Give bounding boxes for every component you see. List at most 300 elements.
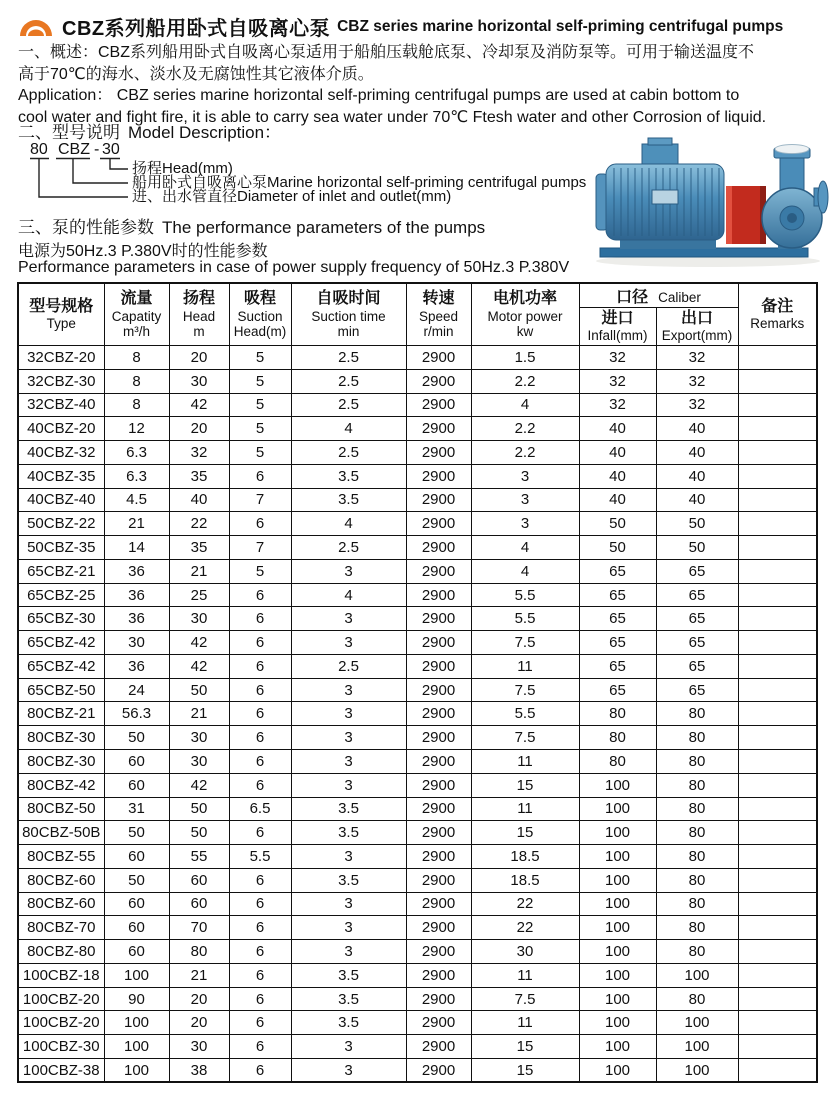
table-cell-infall: 65 <box>579 678 656 702</box>
table-cell-head: 20 <box>169 987 229 1011</box>
performance-heading <box>18 213 485 238</box>
table-cell-suction-time: 3.5 <box>291 797 406 821</box>
header-speed: 转速 Speed r/min <box>406 283 471 346</box>
header-remarks: 备注 Remarks <box>738 283 817 346</box>
table-cell-capacity: 36 <box>104 654 169 678</box>
table-cell-type: 80CBZ-50 <box>18 797 104 821</box>
table-cell-speed: 2900 <box>406 488 471 512</box>
table-cell-speed: 2900 <box>406 702 471 726</box>
table-cell-head: 35 <box>169 536 229 560</box>
table-cell-capacity: 36 <box>104 583 169 607</box>
model-code-head: 30 <box>102 141 120 158</box>
table-cell-capacity: 100 <box>104 1058 169 1082</box>
table-cell-motor-power: 7.5 <box>471 726 579 750</box>
table-cell-capacity: 30 <box>104 631 169 655</box>
table-cell-motor-power: 5.5 <box>471 607 579 631</box>
table-cell-capacity: 31 <box>104 797 169 821</box>
table-cell-capacity: 56.3 <box>104 702 169 726</box>
table-cell-motor-power: 11 <box>471 797 579 821</box>
table-cell-capacity: 21 <box>104 512 169 536</box>
table-cell-type: 80CBZ-70 <box>18 916 104 940</box>
table-row <box>18 797 817 821</box>
table-cell-suction-head: 6 <box>229 678 291 702</box>
table-cell-suction-head: 6 <box>229 607 291 631</box>
table-row <box>18 607 817 631</box>
table-cell-remarks <box>738 369 817 393</box>
table-cell-suction-head: 6 <box>229 963 291 987</box>
table-cell-suction-head: 6 <box>229 987 291 1011</box>
performance-table <box>17 282 818 1083</box>
table-cell-capacity: 4.5 <box>104 488 169 512</box>
table-cell-head: 30 <box>169 750 229 774</box>
table-cell-suction-time: 3.5 <box>291 488 406 512</box>
table-cell-head: 60 <box>169 868 229 892</box>
table-cell-suction-time: 3 <box>291 559 406 583</box>
table-cell-head: 21 <box>169 559 229 583</box>
table-row <box>18 464 817 488</box>
table-cell-suction-head: 6 <box>229 1035 291 1059</box>
table-cell-suction-head: 5 <box>229 369 291 393</box>
table-cell-head: 32 <box>169 441 229 465</box>
table-cell-type: 100CBZ-20 <box>18 987 104 1011</box>
model-label-diameter: 进、出水管直径Diameter of inlet and outlet(mm) <box>132 188 452 205</box>
table-cell-infall: 80 <box>579 726 656 750</box>
table-cell-suction-head: 5 <box>229 441 291 465</box>
table-cell-type: 100CBZ-38 <box>18 1058 104 1082</box>
table-row <box>18 536 817 560</box>
leader-line-head <box>110 159 128 170</box>
table-row <box>18 773 817 797</box>
table-cell-speed: 2900 <box>406 607 471 631</box>
motor-foot <box>620 240 716 249</box>
table-cell-remarks <box>738 464 817 488</box>
table-cell-capacity: 60 <box>104 892 169 916</box>
table-cell-infall: 65 <box>579 559 656 583</box>
table-cell-motor-power: 22 <box>471 916 579 940</box>
table-cell-suction-head: 6 <box>229 702 291 726</box>
table-cell-remarks <box>738 583 817 607</box>
table-cell-speed: 2900 <box>406 464 471 488</box>
table-cell-head: 35 <box>169 464 229 488</box>
table-cell-speed: 2900 <box>406 821 471 845</box>
table-cell-export: 100 <box>656 1011 738 1035</box>
table-cell-infall: 32 <box>579 393 656 417</box>
table-cell-export: 65 <box>656 678 738 702</box>
table-cell-remarks <box>738 987 817 1011</box>
table-cell-remarks <box>738 536 817 560</box>
table-cell-infall: 65 <box>579 654 656 678</box>
table-cell-suction-head: 6 <box>229 868 291 892</box>
table-cell-remarks <box>738 916 817 940</box>
table-row <box>18 678 817 702</box>
table-row <box>18 963 817 987</box>
table-cell-speed: 2900 <box>406 631 471 655</box>
motor-nameplate <box>652 190 678 204</box>
table-cell-motor-power: 5.5 <box>471 702 579 726</box>
table-cell-type: 80CBZ-30 <box>18 750 104 774</box>
table-cell-speed: 2900 <box>406 512 471 536</box>
table-cell-suction-time: 3.5 <box>291 987 406 1011</box>
model-heading-en: Model Description： <box>128 123 282 142</box>
header-suction-time: 自吸时间 Suction time min <box>291 283 406 346</box>
table-cell-speed: 2900 <box>406 583 471 607</box>
table-row <box>18 1011 817 1035</box>
table-cell-suction-head: 6 <box>229 750 291 774</box>
table-row <box>18 845 817 869</box>
table-cell-motor-power: 5.5 <box>471 583 579 607</box>
table-cell-type: 65CBZ-25 <box>18 583 104 607</box>
model-code-dash: - <box>94 141 100 158</box>
table-cell-capacity: 36 <box>104 559 169 583</box>
table-cell-type: 80CBZ-42 <box>18 773 104 797</box>
header-head: 扬程 Head m <box>169 283 229 346</box>
table-cell-motor-power: 4 <box>471 393 579 417</box>
table-cell-capacity: 8 <box>104 369 169 393</box>
table-cell-type: 32CBZ-40 <box>18 393 104 417</box>
table-cell-type: 40CBZ-35 <box>18 464 104 488</box>
table-cell-type: 80CBZ-30 <box>18 726 104 750</box>
table-cell-export: 80 <box>656 916 738 940</box>
table-cell-export: 80 <box>656 821 738 845</box>
table-cell-suction-time: 4 <box>291 583 406 607</box>
table-cell-suction-head: 5.5 <box>229 845 291 869</box>
table-cell-speed: 2900 <box>406 868 471 892</box>
table-cell-suction-time: 2.5 <box>291 346 406 370</box>
table-cell-infall: 100 <box>579 797 656 821</box>
table-cell-type: 40CBZ-20 <box>18 417 104 441</box>
table-cell-capacity: 60 <box>104 750 169 774</box>
table-cell-remarks <box>738 797 817 821</box>
pump-photo <box>586 128 830 270</box>
table-cell-infall: 100 <box>579 916 656 940</box>
table-cell-infall: 100 <box>579 868 656 892</box>
table-cell-type: 65CBZ-21 <box>18 559 104 583</box>
table-cell-infall: 32 <box>579 346 656 370</box>
performance-heading-en: The performance parameters of the pumps <box>162 218 486 237</box>
table-cell-export: 32 <box>656 369 738 393</box>
table-cell-infall: 65 <box>579 607 656 631</box>
table-row <box>18 868 817 892</box>
table-cell-capacity: 8 <box>104 346 169 370</box>
table-cell-type: 100CBZ-20 <box>18 1011 104 1035</box>
table-cell-speed: 2900 <box>406 916 471 940</box>
table-cell-type: 32CBZ-20 <box>18 346 104 370</box>
table-cell-head: 30 <box>169 726 229 750</box>
table-cell-motor-power: 3 <box>471 488 579 512</box>
model-label-series: 船用卧式自吸离心泵Marine horizontal self-priming centrifugal pumps <box>132 174 587 191</box>
table-cell-capacity: 50 <box>104 821 169 845</box>
table-cell-type: 65CBZ-30 <box>18 607 104 631</box>
table-cell-suction-time: 3 <box>291 940 406 964</box>
table-row <box>18 821 817 845</box>
table-cell-motor-power: 11 <box>471 654 579 678</box>
page-title-zh: CBZ系列船用卧式自吸离心泵 <box>62 18 331 40</box>
table-cell-head: 42 <box>169 654 229 678</box>
table-row <box>18 940 817 964</box>
table-cell-remarks <box>738 1058 817 1082</box>
table-row <box>18 987 817 1011</box>
table-cell-speed: 2900 <box>406 559 471 583</box>
table-cell-suction-time: 3 <box>291 1035 406 1059</box>
page-title-en: CBZ series marine horizontal self-priming centrifugal pumps <box>337 17 784 35</box>
performance-heading-zh: 三、泵的性能参数 <box>18 218 154 237</box>
header-caliber: 口径 Caliber <box>579 283 738 308</box>
table-row <box>18 393 817 417</box>
table-cell-head: 50 <box>169 797 229 821</box>
inlet-opening <box>775 145 809 154</box>
table-cell-infall: 40 <box>579 441 656 465</box>
table-cell-suction-head: 6 <box>229 631 291 655</box>
table-cell-export: 50 <box>656 512 738 536</box>
table-cell-remarks <box>738 631 817 655</box>
table-cell-infall: 100 <box>579 1035 656 1059</box>
table-cell-capacity: 6.3 <box>104 441 169 465</box>
table-cell-capacity: 12 <box>104 417 169 441</box>
table-cell-remarks <box>738 559 817 583</box>
table-cell-export: 32 <box>656 346 738 370</box>
table-row <box>18 369 817 393</box>
table-cell-infall: 40 <box>579 464 656 488</box>
table-cell-suction-time: 3 <box>291 678 406 702</box>
table-cell-export: 65 <box>656 559 738 583</box>
table-cell-remarks <box>738 678 817 702</box>
table-cell-export: 65 <box>656 654 738 678</box>
overview-paragraph <box>18 42 820 128</box>
overview-line: Application： CBZ series marine horizontal self-priming centrifugal pumps are used at cabin bottom to <box>18 87 740 105</box>
table-cell-capacity: 100 <box>104 963 169 987</box>
table-cell-suction-head: 6 <box>229 726 291 750</box>
base-skid <box>600 248 808 257</box>
table-cell-capacity: 60 <box>104 845 169 869</box>
table-cell-infall: 80 <box>579 702 656 726</box>
table-cell-speed: 2900 <box>406 773 471 797</box>
table-cell-export: 65 <box>656 607 738 631</box>
table-cell-suction-head: 5 <box>229 346 291 370</box>
table-cell-head: 20 <box>169 346 229 370</box>
table-cell-suction-head: 7 <box>229 488 291 512</box>
table-cell-export: 80 <box>656 797 738 821</box>
table-cell-head: 80 <box>169 940 229 964</box>
table-cell-capacity: 50 <box>104 726 169 750</box>
table-cell-infall: 100 <box>579 963 656 987</box>
table-cell-motor-power: 11 <box>471 963 579 987</box>
table-cell-capacity: 100 <box>104 1011 169 1035</box>
table-cell-speed: 2900 <box>406 369 471 393</box>
table-cell-head: 22 <box>169 512 229 536</box>
table-cell-suction-time: 3 <box>291 916 406 940</box>
table-row <box>18 1058 817 1082</box>
table-cell-capacity: 90 <box>104 987 169 1011</box>
table-cell-head: 30 <box>169 607 229 631</box>
table-cell-export: 80 <box>656 726 738 750</box>
table-cell-speed: 2900 <box>406 940 471 964</box>
table-cell-infall: 80 <box>579 750 656 774</box>
table-cell-infall: 40 <box>579 417 656 441</box>
table-cell-suction-time: 3 <box>291 702 406 726</box>
table-cell-type: 80CBZ-50B <box>18 821 104 845</box>
table-cell-remarks <box>738 726 817 750</box>
table-cell-suction-head: 6 <box>229 940 291 964</box>
table-cell-motor-power: 15 <box>471 1035 579 1059</box>
table-cell-remarks <box>738 607 817 631</box>
table-cell-motor-power: 4 <box>471 559 579 583</box>
table-cell-motor-power: 2.2 <box>471 369 579 393</box>
table-cell-speed: 2900 <box>406 963 471 987</box>
performance-table-body <box>18 346 817 1083</box>
table-row <box>18 631 817 655</box>
header-motor-power: 电机功率 Motor power kw <box>471 283 579 346</box>
table-cell-speed: 2900 <box>406 750 471 774</box>
table-cell-capacity: 8 <box>104 393 169 417</box>
table-cell-head: 20 <box>169 1011 229 1035</box>
table-cell-suction-head: 6 <box>229 1011 291 1035</box>
table-cell-remarks <box>738 702 817 726</box>
table-row <box>18 441 817 465</box>
table-row <box>18 892 817 916</box>
table-cell-suction-head: 5 <box>229 559 291 583</box>
table-cell-head: 25 <box>169 583 229 607</box>
table-cell-head: 60 <box>169 892 229 916</box>
table-cell-infall: 50 <box>579 512 656 536</box>
table-cell-suction-time: 2.5 <box>291 536 406 560</box>
table-cell-suction-head: 5 <box>229 417 291 441</box>
table-cell-remarks <box>738 892 817 916</box>
table-cell-type: 100CBZ-30 <box>18 1035 104 1059</box>
table-cell-type: 65CBZ-42 <box>18 631 104 655</box>
table-cell-remarks <box>738 940 817 964</box>
table-cell-export: 32 <box>656 393 738 417</box>
table-cell-speed: 2900 <box>406 726 471 750</box>
table-cell-infall: 100 <box>579 773 656 797</box>
table-cell-export: 80 <box>656 940 738 964</box>
model-code-diagram <box>18 140 638 210</box>
table-cell-type: 80CBZ-21 <box>18 702 104 726</box>
table-cell-speed: 2900 <box>406 417 471 441</box>
table-cell-speed: 2900 <box>406 892 471 916</box>
table-cell-capacity: 60 <box>104 773 169 797</box>
table-cell-suction-time: 3 <box>291 726 406 750</box>
table-cell-infall: 100 <box>579 987 656 1011</box>
table-cell-export: 80 <box>656 868 738 892</box>
table-cell-suction-time: 3 <box>291 892 406 916</box>
table-cell-suction-time: 3.5 <box>291 963 406 987</box>
table-cell-export: 65 <box>656 583 738 607</box>
table-cell-speed: 2900 <box>406 1058 471 1082</box>
table-cell-head: 42 <box>169 393 229 417</box>
table-cell-type: 40CBZ-32 <box>18 441 104 465</box>
table-cell-suction-time: 3.5 <box>291 464 406 488</box>
header-capacity: 流量 Capatity m³/h <box>104 283 169 346</box>
table-cell-motor-power: 1.5 <box>471 346 579 370</box>
table-cell-capacity: 100 <box>104 1035 169 1059</box>
table-cell-type: 80CBZ-80 <box>18 940 104 964</box>
table-cell-motor-power: 11 <box>471 750 579 774</box>
table-cell-speed: 2900 <box>406 654 471 678</box>
table-row <box>18 654 817 678</box>
table-cell-export: 65 <box>656 631 738 655</box>
table-cell-head: 20 <box>169 417 229 441</box>
table-cell-export: 50 <box>656 536 738 560</box>
table-cell-suction-time: 2.5 <box>291 654 406 678</box>
table-cell-capacity: 14 <box>104 536 169 560</box>
table-cell-capacity: 60 <box>104 916 169 940</box>
overview-line: cool water and fight fire, it is able to carry sea water under 70℃ Ftesh water and other Corrosion of liquid. <box>18 108 767 126</box>
table-cell-export: 80 <box>656 750 738 774</box>
table-cell-motor-power: 30 <box>471 940 579 964</box>
table-cell-head: 30 <box>169 369 229 393</box>
table-cell-suction-head: 6 <box>229 773 291 797</box>
table-cell-remarks <box>738 346 817 370</box>
table-cell-export: 40 <box>656 488 738 512</box>
table-cell-suction-time: 3.5 <box>291 1011 406 1035</box>
table-cell-remarks <box>738 654 817 678</box>
table-cell-motor-power: 7.5 <box>471 631 579 655</box>
leader-line-size <box>39 159 128 198</box>
table-cell-suction-time: 3 <box>291 750 406 774</box>
table-cell-motor-power: 22 <box>471 892 579 916</box>
table-cell-remarks <box>738 963 817 987</box>
table-cell-head: 50 <box>169 678 229 702</box>
table-cell-speed: 2900 <box>406 441 471 465</box>
table-cell-remarks <box>738 773 817 797</box>
table-cell-motor-power: 4 <box>471 536 579 560</box>
table-cell-suction-head: 6 <box>229 583 291 607</box>
table-cell-head: 40 <box>169 488 229 512</box>
table-cell-suction-time: 3 <box>291 607 406 631</box>
table-cell-suction-head: 5 <box>229 393 291 417</box>
table-cell-capacity: 6.3 <box>104 464 169 488</box>
table-cell-head: 42 <box>169 773 229 797</box>
table-cell-speed: 2900 <box>406 678 471 702</box>
table-cell-suction-head: 6 <box>229 892 291 916</box>
overview-line: 一、概述：CBZ系列船用卧式自吸离心泵适用于船舶压载舱底泵、冷却泵及消防泵等。可用于输送温度不 <box>18 44 755 61</box>
table-row <box>18 702 817 726</box>
table-cell-suction-time: 3 <box>291 773 406 797</box>
table-cell-infall: 100 <box>579 1058 656 1082</box>
table-cell-type: 100CBZ-18 <box>18 963 104 987</box>
table-cell-suction-time: 4 <box>291 417 406 441</box>
table-cell-export: 80 <box>656 773 738 797</box>
model-code-series: CBZ <box>58 141 90 158</box>
overview-line: 高于70℃的海水、淡水及无腐蚀性其它液体介质。 <box>18 65 374 83</box>
table-cell-export: 40 <box>656 464 738 488</box>
table-cell-infall: 100 <box>579 940 656 964</box>
table-cell-infall: 100 <box>579 845 656 869</box>
header-suction-head: 吸程 Suction Head(m) <box>229 283 291 346</box>
table-cell-suction-time: 3.5 <box>291 868 406 892</box>
table-cell-type: 40CBZ-40 <box>18 488 104 512</box>
table-cell-infall: 65 <box>579 631 656 655</box>
table-cell-type: 65CBZ-42 <box>18 654 104 678</box>
table-cell-type: 80CBZ-60 <box>18 892 104 916</box>
table-cell-export: 80 <box>656 845 738 869</box>
table-row <box>18 512 817 536</box>
pump-casing-center <box>787 213 797 223</box>
table-cell-speed: 2900 <box>406 393 471 417</box>
table-cell-head: 42 <box>169 631 229 655</box>
table-cell-suction-head: 6 <box>229 1058 291 1082</box>
table-cell-speed: 2900 <box>406 845 471 869</box>
table-cell-suction-time: 3.5 <box>291 821 406 845</box>
table-cell-motor-power: 18.5 <box>471 845 579 869</box>
table-cell-remarks <box>738 821 817 845</box>
table-row <box>18 750 817 774</box>
table-cell-head: 50 <box>169 821 229 845</box>
header-type: 型号规格 Type <box>18 283 104 346</box>
table-cell-motor-power: 7.5 <box>471 987 579 1011</box>
table-cell-remarks <box>738 868 817 892</box>
table-cell-suction-head: 6 <box>229 512 291 536</box>
